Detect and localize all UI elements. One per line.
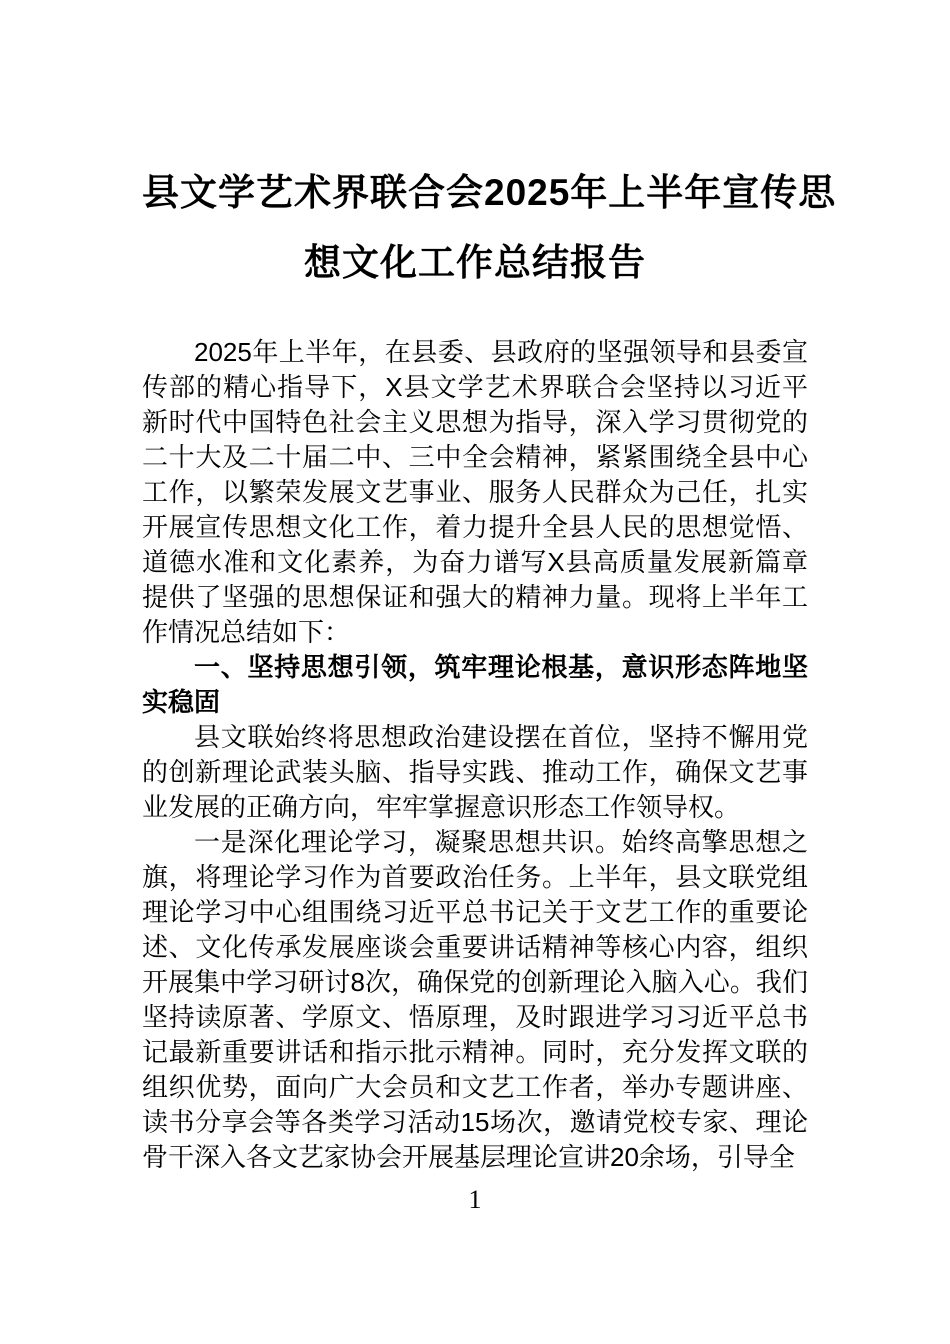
paragraph-intro: 2025年上半年，在县委、县政府的坚强领导和县委宣传部的精心指导下，X县文学艺术界联合会坚持以习近平新时代中国特色社会主义思想为指导，深入学习贯彻党的二十大及二十届二中、三中全会精神，紧紧围绕全县中心工作，以繁荣发展文艺事业、服务人民群众为己任，扎实开展宣传思想文化工作，着力提升全县人民的思想觉悟、道德水准和文化素养，为奋力谱写X县高质量发展新篇章提供了坚强的思想保证和强大的精神力量。现将上半年工作情况总结如下： xyxy=(142,337,808,647)
section-heading-1: 一、坚持思想引领，筑牢理论根基，意识形态阵地坚实稳固 xyxy=(142,652,808,717)
document-title-line-2: 想文化工作总结报告 xyxy=(304,242,646,283)
document-content xyxy=(142,158,837,1175)
page-number: 1 xyxy=(468,1185,482,1214)
paragraph-theory-study: 一是深化理论学习，凝聚思想共识。始终高擎思想之旗，将理论学习作为首要政治任务。上半年，县文联党组理论学习中心组围绕习近平总书记关于文艺工作的重要论述、文化传承发展座谈会重要讲话精神等核心内容，组织开展集中学习研讨8次，确保党的创新理论入脑入心。我们坚持读原著、学原文、悟原理，及时跟进学习习近平总书记最新重要讲话和指示批示精神。同时，充分发挥文联的组织优势，面向广大会员和文艺工作者，举办专题讲座、读书分享会等各类学习活动15场次，邀请党校专家、理论骨干深入各文艺家协会开展基层理论宣讲20余场，引导全 xyxy=(142,827,808,1172)
document-title xyxy=(142,158,837,298)
document-title-line-1: 县文学艺术界联合会2025年上半年宣传思 xyxy=(142,172,837,213)
paragraph-ideology-leadership: 县文联始终将思想政治建设摆在首位，坚持不懈用党的创新理论武装头脑、指导实践、推动工作，确保文艺事业发展的正确方向，牢牢掌握意识形态工作领导权。 xyxy=(142,722,808,822)
